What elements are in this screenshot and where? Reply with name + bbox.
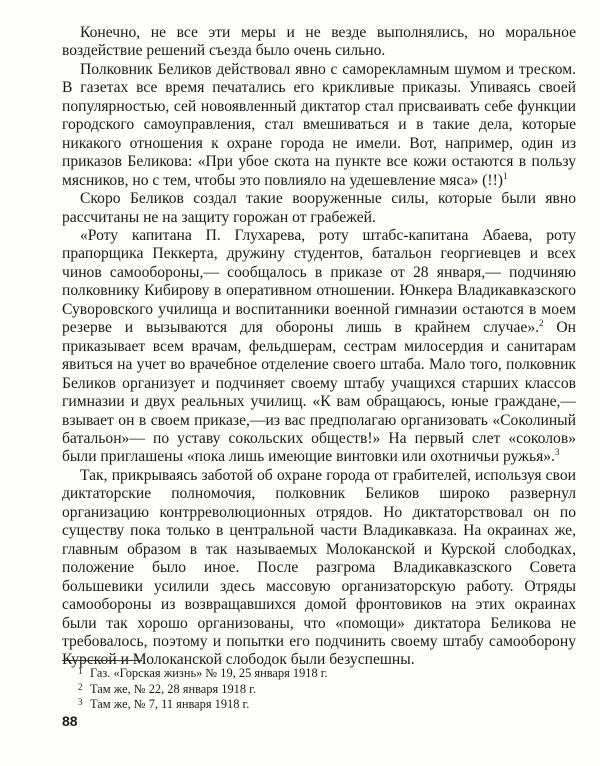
footnote-divider bbox=[62, 660, 142, 661]
footnotes bbox=[78, 666, 558, 713]
footnote-2 bbox=[78, 682, 558, 698]
footnote-text: Там же, № 7, 11 января 1918 г. bbox=[90, 697, 250, 711]
paragraph-3: Скоро Беликов создал такие вооруженные силы, которые были явно рассчитаны не на защиту горожан от грабежей. bbox=[62, 190, 576, 226]
footnote-number: 1 bbox=[78, 666, 83, 676]
footnote-mark-1: 1 bbox=[502, 170, 508, 181]
footnote-mark-3: 3 bbox=[554, 447, 560, 458]
footnote-text: Газ. «Горская жизнь» № 19, 25 января 1918 г. bbox=[90, 666, 328, 680]
footnote-mark-2: 2 bbox=[539, 318, 544, 329]
paragraph-5: Так, прикрываясь заботой об охране города от грабителей, используя свои диктаторские полномочия, полковник Беликов широко развернул организацию контрреволюционных отрядов. Но диктаторствовал он по существу пока только в центральной части Владикавказа. На окраинах же, главным образом в так называемых Молоканской и Курской слободках, положение было иное. После разгрома Владикавказского Совета большевики усилили здесь массовую организаторскую работу. Отряды самообороны из возвращавшихся домой фронтовиков на этих окраинах были так хорошо организованы, что «помощи» диктатора Беликова не требовалось, поэтому и попытки его подчинить своему штабу самооборону Курской и Молоканской слободок были безуспешны. bbox=[62, 466, 576, 669]
footnote-text: Там же, № 22, 28 января 1918 г. bbox=[90, 681, 256, 696]
footnote-number: 2 bbox=[78, 681, 83, 692]
footnote-1 bbox=[78, 666, 558, 682]
body-text bbox=[62, 24, 576, 670]
footnote-number: 3 bbox=[78, 697, 83, 707]
page-number: 88 bbox=[62, 713, 78, 729]
footnote-3 bbox=[78, 697, 558, 713]
paragraph-4: «Роту капитана П. Глухарева, роту штабс-капитана Абаева, роту прапорщика Пеккерта, дружину студентов, батальон георгиевцев и всех чинов самообороны,— сообщалось в приказе от 28 января,— подчиняю полковнику Кибирову в оперативном отношении. Юнкера Владикавказского Суворовского училища и воспитанники военной гимназии остаются в моем резерве и вызываются для обороны лишь в крайнем случае».$^2$ Он приказывает всем врачам, фельдшерам, сестрам милосердия и санитарам явиться на учет во врачебное отделение своего штаба. Мало того, полковник Беликов организует и подчиняет своему штабу учащихся старших классов гимназии и двух реальных училищ. «К вам обращаюсь, юные граждане,— взывает он в своем приказе,—из вас предполагаю организовать «Соколиный батальон»— по уставу сокольских обществ!» На первый слет «соколов» были приглашены «пока лишь имеющие винтовки или охотничьи ружья».$^3$ bbox=[62, 226, 576, 466]
paragraph-1: Конечно, не все эти меры и не везде выполнялись, но моральное воздействие решений съезда было очень сильно. bbox=[62, 24, 576, 60]
paragraph-2: Полковник Беликов действовал явно с саморекламным шумом и треском. В газетах все время печатались его крикливые приказы. Упиваясь своей популярностью, сей новоявленный диктатор стал присваивать себе функции городского самоуправления, стал вмешиваться и в такие дела, которые никакого отношения к охране города не имели. Вот, например, один из приказов Беликова: «При убое скота на пункте все кожи остаются в пользу мясников, но с тем, чтобы это повлияло на удешевление мяса» (!!)$^1$ bbox=[62, 60, 576, 189]
